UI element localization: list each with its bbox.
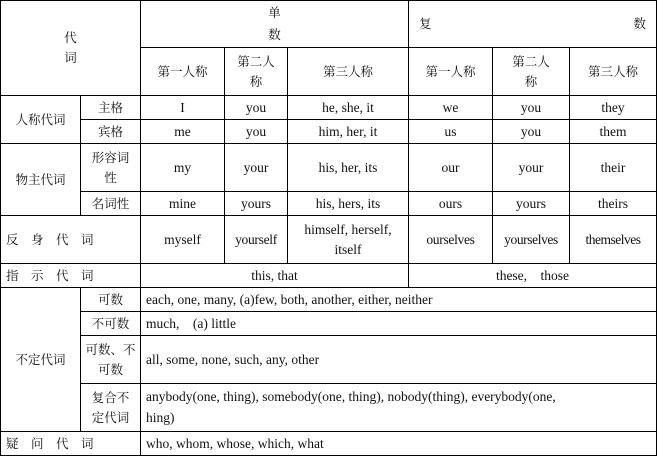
adjective-sg1: my — [141, 144, 225, 192]
compound-value: anybody(one, thing), somebody(one, thing), nobody(thing), everybody(one, hing) — [141, 384, 657, 432]
noun-pl3: theirs — [570, 192, 657, 216]
header-pronoun: 代 词 — [0, 0, 141, 96]
demonstrative-singular: this, that — [141, 264, 409, 288]
subject-pl1: we — [409, 96, 493, 120]
both-value: all, some, none, such, any, other — [141, 336, 657, 384]
object-pl3: them — [570, 120, 657, 144]
header-pl-third: 第三人称 — [570, 48, 657, 96]
countable-label: 可数 — [81, 288, 141, 312]
header-pl-second: 第二人 称 — [493, 48, 570, 96]
reflexive-pl2: yourselves — [493, 216, 570, 264]
countable-value: each, one, many, (a)few, both, another, either, neither — [141, 288, 657, 312]
adjective-pl3: their — [570, 144, 657, 192]
object-sg3: him, her, it — [288, 120, 409, 144]
header-sg-first: 第一人称 — [141, 48, 225, 96]
interrogative-value: who, whom, whose, which, what — [141, 432, 657, 456]
subject-sg1: I — [141, 96, 225, 120]
adjective-pl1: our — [409, 144, 493, 192]
reflexive-pl1: ourselves — [409, 216, 493, 264]
reflexive-label: 反 身 代 词 — [0, 216, 141, 264]
subject-pl2: you — [493, 96, 570, 120]
header-plural — [409, 0, 657, 48]
uncountable-label: 不可数 — [81, 312, 141, 336]
noun-sg2: yours — [225, 192, 288, 216]
header-sg-third: 第三人称 — [288, 48, 409, 96]
adjective-pl2: your — [493, 144, 570, 192]
adjective-form-label: 形容词 性 — [81, 144, 141, 192]
subject-sg3: he, she, it — [288, 96, 409, 120]
compound-label: 复合不 定代词 — [81, 384, 141, 432]
both-label: 可数、不 可数 — [81, 336, 141, 384]
object-pl2: you — [493, 120, 570, 144]
header-sg-second: 第二人 称 — [225, 48, 288, 96]
indefinite-group: 不定代词 — [0, 288, 81, 432]
adjective-sg3: his, her, its — [288, 144, 409, 192]
object-case-label: 宾格 — [81, 120, 141, 144]
object-sg2: you — [225, 120, 288, 144]
header-plural-right: 数 — [633, 16, 646, 31]
reflexive-pl3: themselves — [570, 216, 657, 264]
subject-pl3: they — [570, 96, 657, 120]
object-sg1: me — [141, 120, 225, 144]
personal-group: 人称代词 — [0, 96, 81, 144]
noun-pl1: ours — [409, 192, 493, 216]
demonstrative-label: 指 示 代 词 — [0, 264, 141, 288]
adjective-sg2: your — [225, 144, 288, 192]
noun-sg1: mine — [141, 192, 225, 216]
subject-sg2: you — [225, 96, 288, 120]
header-plural-left: 复 — [419, 16, 432, 31]
subject-case-label: 主格 — [81, 96, 141, 120]
uncountable-value: much, (a) little — [141, 312, 657, 336]
noun-sg3: his, hers, its — [288, 192, 409, 216]
header-pl-first: 第一人称 — [409, 48, 493, 96]
noun-form-label: 名词性 — [81, 192, 141, 216]
reflexive-sg3: himself, herself, itself — [288, 216, 409, 264]
object-pl1: us — [409, 120, 493, 144]
header-singular: 单 数 — [141, 0, 409, 48]
demonstrative-plural: these, those — [409, 264, 657, 288]
reflexive-sg1: myself — [141, 216, 225, 264]
possessive-group: 物主代词 — [0, 144, 81, 216]
reflexive-sg2: yourself — [225, 216, 288, 264]
noun-pl2: yours — [493, 192, 570, 216]
interrogative-label: 疑 问 代 词 — [0, 432, 141, 456]
